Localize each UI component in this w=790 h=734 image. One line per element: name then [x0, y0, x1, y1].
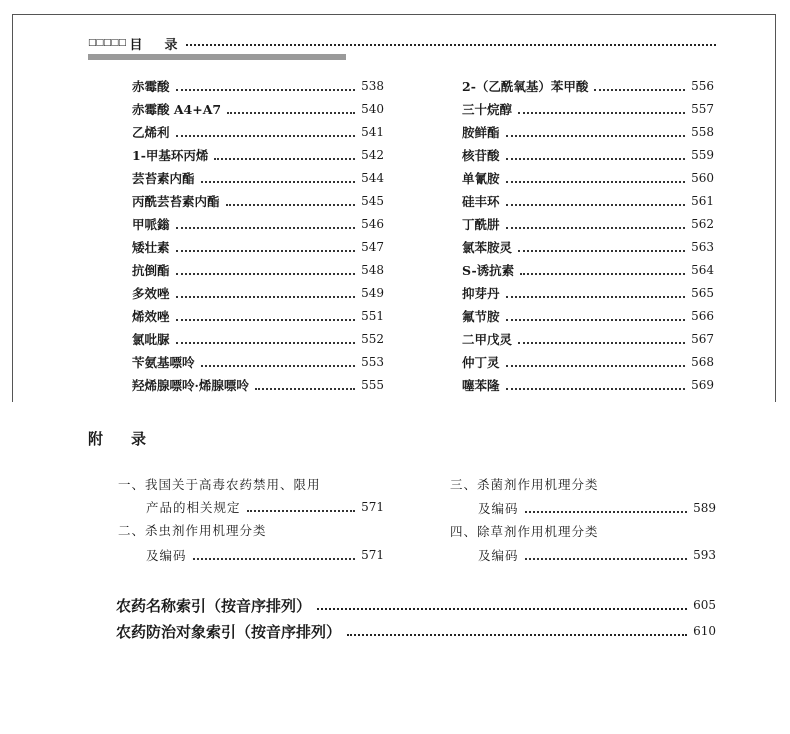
toc-entry-page: 548 [361, 263, 384, 277]
leader-dots [506, 365, 686, 367]
toc-entry-page: 547 [361, 240, 384, 254]
leader-dots [525, 511, 688, 513]
leader-dots [227, 112, 355, 114]
leader-dots [594, 89, 685, 91]
appendix-title-char1: 附 [88, 430, 104, 448]
toc-entry-name: 丙酰芸苔素内酯 [132, 194, 220, 209]
leader-dots [317, 608, 687, 610]
toc-entry[interactable] [132, 214, 384, 234]
header-title-char2: 录 [164, 37, 178, 53]
leader-dots [226, 204, 356, 206]
toc-entry-name: 1-甲基环丙烯 [132, 148, 209, 163]
toc-entry-name: 仲丁灵 [462, 355, 500, 370]
toc-entry[interactable] [462, 99, 714, 119]
appendix-item-4-line2[interactable] [478, 545, 716, 565]
appendix-item-3-line2[interactable] [478, 498, 716, 518]
toc-entry-page: 569 [691, 378, 714, 392]
toc-entry-name: 甲哌鎓 [132, 217, 170, 232]
toc-entry-name: 氯苯胺灵 [462, 240, 513, 255]
leader-dots [214, 158, 355, 160]
toc-entry[interactable] [462, 329, 714, 349]
leader-dots [520, 273, 685, 275]
leader-dots [176, 319, 356, 321]
index-entry-target-index[interactable] [116, 619, 716, 643]
toc-entry[interactable] [132, 306, 384, 326]
toc-entry-page: 566 [691, 309, 714, 323]
toc-entry[interactable] [132, 145, 384, 165]
index-entry-name: 农药防治对象索引（按音序排列） [116, 622, 342, 641]
toc-entry-name: 核苷酸 [462, 148, 500, 163]
toc-entry-page: 565 [691, 286, 714, 300]
appendix-item-2-line1[interactable] [118, 520, 388, 540]
toc-entry-name: 2-（乙酰氧基）苯甲酸 [462, 79, 589, 94]
toc-entry-page: 568 [691, 355, 714, 369]
toc-entry[interactable] [132, 122, 384, 142]
toc-entry-page: 555 [361, 378, 384, 392]
toc-entry-page: 540 [361, 102, 384, 116]
appendix-item-text: 及编码 [146, 548, 187, 563]
leader-dots [525, 558, 688, 560]
leader-dots [506, 204, 686, 206]
header-leader-dots [186, 44, 716, 46]
appendix-item-page: 593 [693, 548, 716, 562]
leader-dots [506, 181, 686, 183]
toc-entry-name: 乙烯利 [132, 125, 170, 140]
toc-entry-name: 赤霉酸 [132, 79, 170, 94]
appendix-item-page: 589 [693, 501, 716, 515]
appendix-item-page: 571 [361, 500, 384, 514]
index-entry-name: 农药名称索引（按音序排列） [116, 596, 312, 615]
leader-dots [518, 342, 685, 344]
toc-entry[interactable] [462, 375, 714, 395]
index-entry-name-index[interactable] [116, 593, 716, 617]
toc-entry[interactable] [132, 352, 384, 372]
appendix-item-text: 四、除草剂作用机理分类 [450, 524, 599, 539]
appendix-item-1-line1[interactable] [118, 474, 388, 494]
leader-dots [506, 296, 686, 298]
toc-entry-page: 541 [361, 125, 384, 139]
toc-entry-page: 557 [691, 102, 714, 116]
toc-entry[interactable] [462, 122, 714, 142]
toc-entry-page: 567 [691, 332, 714, 346]
toc-entry-page: 562 [691, 217, 714, 231]
appendix-item-text: 产品的相关规定 [146, 500, 241, 515]
toc-entry[interactable] [462, 352, 714, 372]
toc-entry-name: 氯吡脲 [132, 332, 170, 347]
leader-dots [506, 227, 686, 229]
frame-left-border [12, 14, 13, 402]
toc-entry[interactable] [462, 191, 714, 211]
toc-entry[interactable] [462, 237, 714, 257]
leader-dots [518, 112, 685, 114]
leader-dots [506, 135, 686, 137]
toc-entry[interactable] [462, 168, 714, 188]
toc-entry[interactable] [462, 260, 714, 280]
leader-dots [255, 388, 355, 390]
appendix-title [88, 428, 146, 449]
index-entry-page: 610 [693, 624, 716, 638]
leader-dots [176, 227, 356, 229]
toc-entry-page: 546 [361, 217, 384, 231]
toc-entry[interactable] [462, 306, 714, 326]
toc-entry-name: 三十烷醇 [462, 102, 513, 117]
appendix-item-text: 一、我国关于高毒农药禁用、限用 [118, 477, 321, 492]
toc-entry[interactable] [132, 76, 384, 96]
leader-dots [176, 342, 356, 344]
leader-dots [201, 181, 356, 183]
toc-entry-name: 丁酰肼 [462, 217, 500, 232]
toc-entry-name: 胺鲜酯 [462, 125, 500, 140]
appendix-title-char2: 录 [131, 430, 147, 448]
toc-entry[interactable] [462, 214, 714, 234]
appendix-item-2-line2[interactable] [146, 545, 384, 565]
toc-entry[interactable] [132, 375, 384, 395]
frame-top-border [12, 14, 776, 15]
toc-entry[interactable] [462, 283, 714, 303]
toc-entry-page: 563 [691, 240, 714, 254]
leader-dots [193, 558, 356, 560]
toc-entry[interactable] [132, 283, 384, 303]
toc-entry-page: 559 [691, 148, 714, 162]
leader-dots [176, 273, 356, 275]
toc-entry-page: 564 [691, 263, 714, 277]
toc-entry-name: 单氰胺 [462, 171, 500, 186]
toc-entry-name: 多效唑 [132, 286, 170, 301]
toc-entry[interactable] [132, 99, 384, 119]
toc-entry-page: 549 [361, 286, 384, 300]
toc-entry-name: 氟节胺 [462, 309, 500, 324]
appendix-item-page: 571 [361, 548, 384, 562]
leader-dots [347, 634, 687, 636]
toc-entry-page: 544 [361, 171, 384, 185]
toc-entry[interactable] [132, 168, 384, 188]
toc-entry-page: 552 [361, 332, 384, 346]
header-title-char1: 目 [129, 37, 143, 53]
toc-entry[interactable] [132, 191, 384, 211]
toc-entry-name: 噻苯隆 [462, 378, 500, 393]
leader-dots [518, 250, 685, 252]
leader-dots [506, 388, 686, 390]
toc-entry-name: S-诱抗素 [462, 263, 515, 278]
toc-entry-page: 558 [691, 125, 714, 139]
toc-entry-page: 553 [361, 355, 384, 369]
toc-entry-name: 芸苔素内酯 [132, 171, 195, 186]
index-entry-page: 605 [693, 598, 716, 612]
leader-dots [176, 89, 356, 91]
header-boxes: □□□□□ [88, 38, 126, 48]
toc-entry-name: 羟烯腺嘌呤·烯腺嘌呤 [132, 378, 249, 393]
appendix-item-text: 二、杀虫剂作用机理分类 [118, 523, 267, 538]
leader-dots [201, 365, 356, 367]
toc-entry[interactable] [132, 237, 384, 257]
toc-entry-name: 二甲戊灵 [462, 332, 513, 347]
toc-entry[interactable] [462, 76, 714, 96]
appendix-item-3-line1[interactable] [450, 474, 720, 494]
toc-entry-name: 烯效唑 [132, 309, 170, 324]
frame-right-border [775, 14, 776, 402]
toc-entry-name: 赤霉酸 A4+A7 [132, 102, 222, 117]
toc-entry-name: 矮壮素 [132, 240, 170, 255]
toc-entry-page: 556 [691, 79, 714, 93]
leader-dots [176, 135, 356, 137]
leader-dots [176, 250, 356, 252]
toc-entry-page: 561 [691, 194, 714, 208]
appendix-item-text: 三、杀菌剂作用机理分类 [450, 477, 599, 492]
leader-dots [506, 319, 686, 321]
toc-entry[interactable] [132, 329, 384, 349]
toc-entry-page: 542 [361, 148, 384, 162]
toc-entry[interactable] [132, 260, 384, 280]
toc-entry-page: 545 [361, 194, 384, 208]
leader-dots [247, 510, 356, 512]
toc-entry-page: 560 [691, 171, 714, 185]
page-header [88, 34, 716, 52]
appendix-item-1-line2[interactable] [146, 497, 384, 517]
appendix-item-text: 及编码 [478, 501, 519, 516]
leader-dots [176, 296, 356, 298]
appendix-item-text: 及编码 [478, 548, 519, 563]
header-gray-bar [88, 54, 346, 60]
appendix-item-4-line1[interactable] [450, 521, 720, 541]
toc-entry-name: 苄氨基嘌呤 [132, 355, 195, 370]
toc-entry-page: 551 [361, 309, 384, 323]
toc-entry[interactable] [462, 145, 714, 165]
leader-dots [506, 158, 686, 160]
toc-entry-page: 538 [361, 79, 384, 93]
toc-entry-name: 抑芽丹 [462, 286, 500, 301]
toc-entry-name: 硅丰环 [462, 194, 500, 209]
toc-entry-name: 抗倒酯 [132, 263, 170, 278]
